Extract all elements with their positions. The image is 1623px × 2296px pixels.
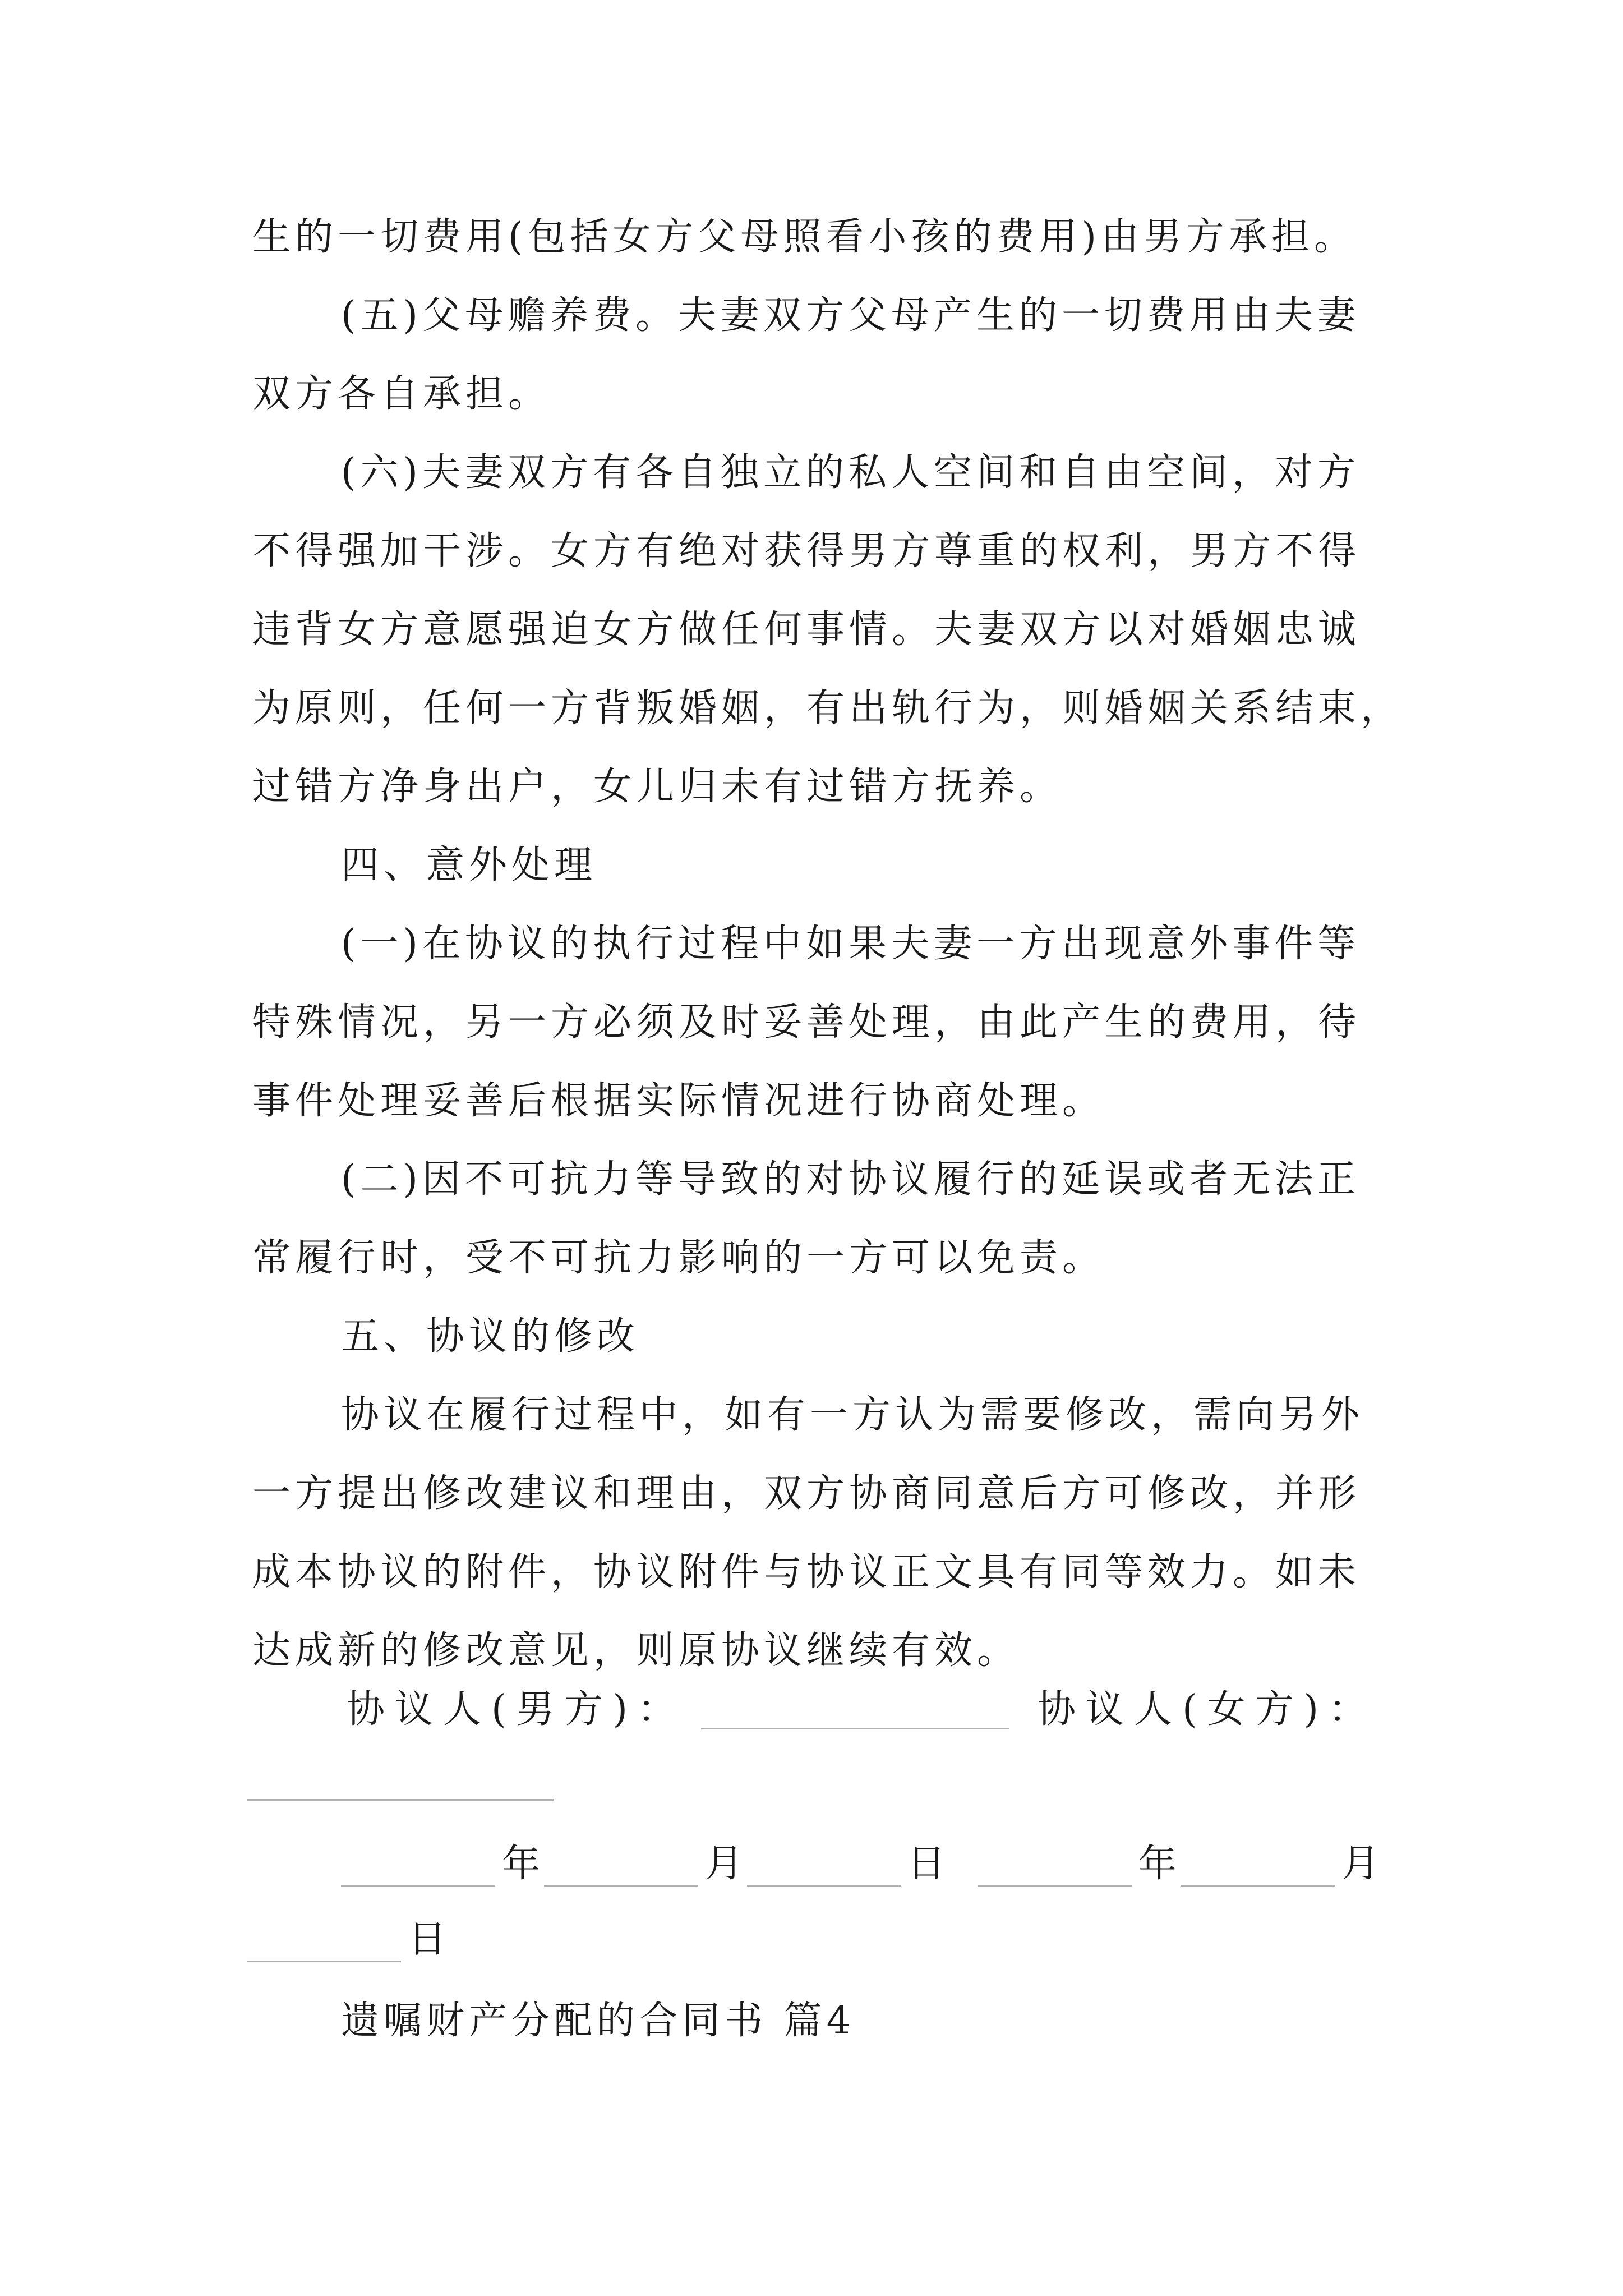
signature-female-label: 协议人(女方)： xyxy=(1038,1687,1377,1732)
text-line: 常履行时，受不可抗力影响的一方可以免责。 xyxy=(252,1236,1105,1280)
date-month-label: 月 xyxy=(705,1842,748,1886)
section-heading: 四、意外处理 xyxy=(341,843,597,887)
date-blank-month-2 xyxy=(1181,1885,1335,1887)
text-line: 协议在履行过程中，如有一方认为需要修改，需向另外 xyxy=(341,1393,1364,1437)
date-blank-year-2 xyxy=(978,1885,1132,1887)
text-line: (一)在协议的执行过程中如果夫妻一方出现意外事件等 xyxy=(341,922,1361,966)
date-month-label: 月 xyxy=(1341,1842,1385,1886)
date-blank-day-2 xyxy=(247,1961,401,1962)
date-day-label: 日 xyxy=(408,1917,451,1962)
text-line: (六)夫妻双方有各自独立的私人空间和自由空间，对方 xyxy=(341,450,1361,495)
section-heading: 五、协议的修改 xyxy=(341,1314,640,1359)
text-line: 违背女方意愿强迫女方做任何事情。夫妻双方以对婚姻忠诚 xyxy=(252,608,1361,652)
text-line: 为原则，任何一方背叛婚姻，有出轨行为，则婚姻关系结束， xyxy=(252,686,1404,730)
text-line: (五)父母赡养费。夫妻双方父母产生的一切费用由夫妻 xyxy=(341,293,1361,338)
section-title: 遗嘱财产分配的合同书 篇4 xyxy=(341,1999,855,2043)
text-line: 达成新的修改意见，则原协议继续有效。 xyxy=(252,1628,1020,1673)
date-blank-day-1 xyxy=(747,1885,901,1887)
date-day-label: 日 xyxy=(907,1842,951,1886)
text-line: 成本协议的附件，协议附件与协议正文具有同等效力。如未 xyxy=(252,1550,1361,1594)
text-line: 特殊情况，另一方必须及时妥善处理，由此产生的费用，待 xyxy=(252,1000,1361,1045)
text-line: 双方各自承担。 xyxy=(252,372,551,416)
text-line: 一方提出修改建议和理由，双方协商同意后方可修改，并形 xyxy=(252,1471,1361,1516)
date-year-label: 年 xyxy=(1138,1842,1182,1886)
text-line: 事件处理妥善后根据实际情况进行协商处理。 xyxy=(252,1079,1105,1123)
text-line: 生的一切费用(包括女方父母照看小孩的费用)由男方承担。 xyxy=(252,215,1357,259)
text-line: 不得强加干涉。女方有绝对获得男方尊重的权利，男方不得 xyxy=(252,529,1361,573)
signature-male-blank xyxy=(701,1728,1009,1729)
text-line: (二)因不可抗力等导致的对协议履行的延误或者无法正 xyxy=(341,1157,1361,1202)
signature-male-label: 协议人(男方)： xyxy=(347,1687,686,1732)
date-year-label: 年 xyxy=(502,1842,545,1886)
date-blank-month-1 xyxy=(544,1885,698,1887)
date-blank-year-1 xyxy=(341,1885,495,1887)
text-line: 过错方净身出户，女儿归未有过错方抚养。 xyxy=(252,765,1063,809)
signature-female-blank xyxy=(247,1799,554,1801)
